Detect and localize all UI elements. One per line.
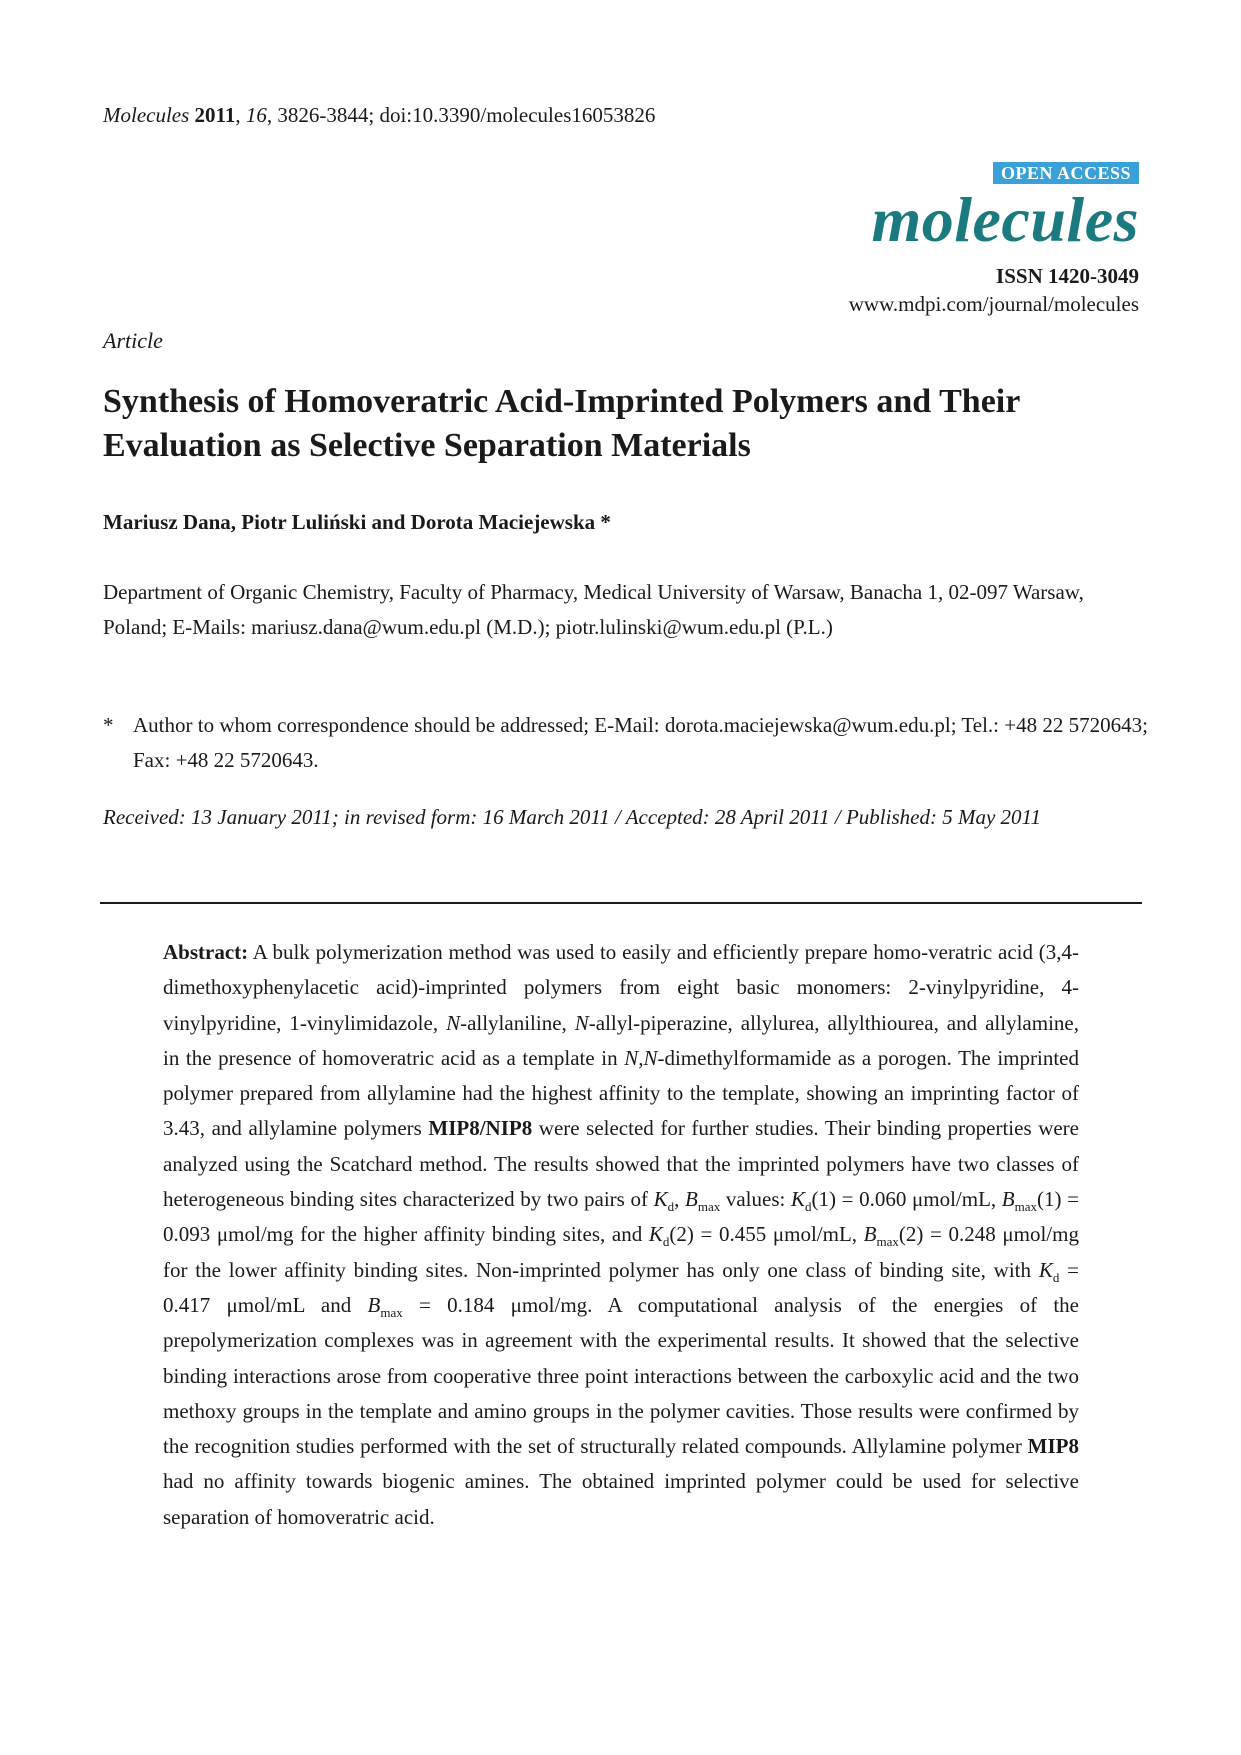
correspondence-marker: * [103,713,114,737]
abstract-symbol-b: B [1001,1187,1015,1212]
citation-pages-doi: , 3826-3844; doi:10.3390/molecules16053826 [266,103,656,127]
correspondence-text: Author to whom correspondence should be addressed; E-Mail: dorota.maciejewska@wum.edu.pl; Tel.: +48 22 5720643; Fax: +48 22 5720643. [133,713,1148,772]
journal-website: www.mdpi.com/journal/molecules [848,292,1139,316]
issn: ISSN 1420-3049 [996,264,1139,288]
abstract-subscript: max [380,1305,403,1321]
journal-logo: molecules [871,184,1139,255]
article-title: Synthesis of Homoveratric Acid-Imprinted Polymers and Their Evaluation as Selective Separation Materials [103,383,1020,464]
abstract-subscript: d [667,1199,675,1215]
article-type: Article [103,328,163,353]
abstract-symbol-b: B [685,1187,698,1212]
abstract-text: = 0.417 μmol/mL and [163,1257,1080,1317]
abstract-text: -allyl-piperazine, allylurea, allylthiourea, and allylamine, in the presence of homoveratric acid as a template in [163,1010,1079,1070]
abstract-subscript: d [805,1199,812,1215]
abstract-symbol-k: K [648,1222,663,1247]
abstract-text: (1) = 0.093 μmol/mg for the higher affinity binding sites, and [163,1187,1079,1247]
article-dates: Received: 13 January 2011; in revised form: 16 March 2011 / Accepted: 28 April 2011 / Published: 5 May 2011 [103,805,1041,829]
abstract-subscript: d [1052,1269,1060,1285]
citation-line: Molecules 2011, 16, 3826-3844; doi:10.3390/molecules16053826 [103,103,656,127]
affiliation: Department of Organic Chemistry, Faculty of Pharmacy, Medical University of Warsaw, Banacha 1, 02-097 Warsaw, Poland; E-Mails: mariusz.dana@wum.edu.pl (M.D.); piotr.lulinski@wum.edu.pl (P.L.) [103,580,1084,639]
abstract-text: A bulk polymerization method was used to easily and efficiently prepare homo-veratric acid (3,4-dimethoxyphenylacetic acid)-imprinted polymers from eight basic monomers: 2-vinylpyridine, 4-vinylpyridine, 1-vinylimidazole, [163,940,1079,1035]
abstract-text: had no affinity towards biogenic amines. The obtained imprinted polymer could be used for selective separation of homoveratric acid. [163,1469,1079,1529]
abstract-bold-term: MIP8 [1027,1434,1079,1459]
abstract-italic: N,N [624,1045,658,1070]
abstract-text: values: [720,1187,791,1212]
correspondence-note [103,708,1153,778]
author-list: Mariusz Dana, Piotr Luliński and Dorota Maciejewska * [103,510,611,534]
abstract-italic: N [446,1010,461,1035]
abstract-label: Abstract: [163,940,249,964]
abstract-symbol-k: K [1038,1257,1053,1282]
abstract [163,935,1079,1535]
abstract-symbol-k: K [653,1187,668,1212]
citation-journal: Molecules [103,103,190,127]
abstract-text: (2) = 0.248 μmol/mg for the lower affinity binding sites. Non-imprinted polymer has only one class of binding site, with [163,1222,1079,1282]
abstract-bold-term: MIP8/NIP8 [428,1116,533,1141]
abstract-symbol-b: B [863,1222,877,1247]
abstract-symbol-k: K [790,1187,805,1212]
citation-year: 2011 [194,103,236,127]
header-divider [100,902,1142,904]
open-access-badge: OPEN ACCESS [993,162,1139,184]
abstract-text: = 0.184 μmol/mg. A computational analysis of the energies of the prepolymerization complexes was in agreement with the experimental results. It showed that the selective binding interactions arose from cooperative three point interactions between the carboxylic acid and the two methoxy groups in the template and amino groups in the polymer cavities. Those results were confirmed by the recognition studies performed with the set of structurally related compounds. Allylamine polymer [163,1292,1080,1459]
abstract-subscript: max [1014,1199,1038,1215]
abstract-text: -dimethylformamide as a porogen. The imprinted polymer prepared from allylamine had the highest affinity to the template, showing an imprinting factor of 3.43, and allylamine polymers [163,1045,1079,1141]
abstract-italic: N [574,1010,589,1035]
abstract-subscript: d [662,1234,670,1250]
abstract-symbol-b: B [367,1292,381,1317]
abstract-text: (1) = 0.060 μmol/mL, [811,1187,1002,1212]
abstract-subscript: max [876,1234,899,1250]
abstract-text: were selected for further studies. Their binding properties were analyzed using the Scatchard method. The results showed that the imprinted polymers have two classes of heterogeneous binding sites characterized by two pairs of [163,1116,1079,1212]
citation-volume: 16 [245,103,267,127]
abstract-text: (2) = 0.455 μmol/mL, [669,1222,864,1247]
abstract-text: , [674,1187,685,1212]
abstract-subscript: max [697,1199,721,1215]
abstract-text: -allylaniline, [460,1010,575,1035]
